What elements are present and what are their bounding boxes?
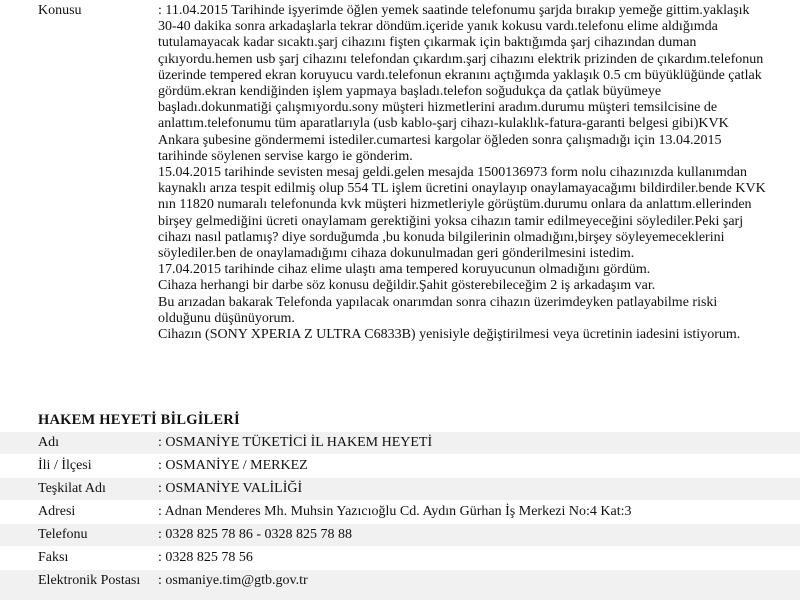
info-label: Telefonu [38,527,88,542]
info-value: : OSMANİYE VALİLİĞİ [158,481,303,496]
info-value: : osmaniye.tim@gtb.gov.tr [158,573,308,588]
info-row-adres [0,501,800,523]
info-value: : Adnan Menderes Mh. Muhsin Yazıcıoğlu Cd. Aydın Gürhan İş Merkezi No:4 Kat:3 [158,504,632,519]
info-row-teskilat [0,478,800,500]
info-value: : OSMANİYE TÜKETİCİ İL HAKEM HEYETİ [158,435,433,450]
konusu-paragraph: Bu arızadan bakarak Telefonda yapılacak onarımdan sonra cihazın üzerimdeyken patlayabilme riski olduğunu düşünüyorum. [158,294,718,326]
info-row-il-ilce [0,455,800,477]
hakem-heading: HAKEM HEYETİ BİLGİLERİ [38,412,240,428]
info-label: Faksı [38,550,69,565]
konusu-paragraph: Cihaza herhangi bir darbe söz konusu değildir.Şahit gösterebileceğim 2 iş arkadaşım var. [158,278,656,294]
info-label: Adı [38,435,59,450]
konusu-text [158,3,770,343]
info-value: : 0328 825 78 56 [158,550,253,565]
info-row-telefon [0,524,800,546]
info-value: : 0328 825 78 86 - 0328 825 78 88 [158,527,353,542]
info-label: İli / İlçesi [38,458,92,473]
info-label: Teşkilat Adı [38,481,106,496]
konusu-paragraph: 17.04.2015 tarihinde cihaz elime ulaştı ama tempered koruyucunun olmadığını gördüm. [158,262,651,278]
info-row-faks [0,547,800,569]
info-row-adi [0,432,800,454]
info-value: : OSMANİYE / MERKEZ [158,458,308,473]
konusu-paragraph: : 11.04.2015 Tarihinde işyerimde öğlen yemek saatinde telefonumu şarjda bırakıp yemeğe gittim.yaklaşık 30-40 dakika sonra arkadaşlarla tekrar döndüm.içeride yanık kokusu vardı.telefonu elime aldığımda tutulamayacak kadar sıcaktı.şarj cihazını fişten çıkarmak için baktığımda şarj cihazından duman çıkıyordu.hemen usb şarj cihazını telefondan çıkardım.şarj cihazını elektrik prizinden de çıkardım.telefonun üzerinde tempered ekran koruyucu vardı.telefonun ekranını açtığımda yaklaşık 0.5 cm büyüklüğünde çatlak gördüm.ekran kendiğinden işlem yapmaya başladı.telefon soğudukça da çatlak büyümeye başladı.dokunmatiği çalışmıyordu.sony müşteri hizmetlerini aradım.durumu müşteri temsilcisine de anlattım.telefonumu tüm aparatlarıyla (usb kablo-şarj cihazı-kulaklık-fatura-garanti belgesi gibi)KVK Ankara şubesine göndermemi istediler.cumartesi kargolar öğleden sonra çalışmadığı için 13.04.2015 tarihinde söylenen servise kargo ie gönderim. [158,3,764,164]
konusu-paragraph: Cihazın (SONY XPERIA Z ULTRA C6833B) yenisiyle değiştirilmesi veya ücretinin iadesini istiyorum. [158,327,741,343]
info-row-eposta [0,570,800,600]
info-label: Adresi [38,504,76,519]
konusu-paragraph: 15.04.2015 tarihinde sevisten mesaj geldi.gelen mesajda 1500136973 form nolu cihazınızda kullanımdan kaynaklı arıza tespit edilmiş olup 554 TL işlem ücretini onaylayıp onaylamayacağımı bildirdiler.bende KVK nın 11820 numaralı telefonunda kvk müşteri hizmetleriyle görüştüm.durumu onlara da anlattım.ellerinden birşey gelmediğini ücreti onaylamam gerektiğini yoksa cihazın tamir edilmeyeceğini söylediler.Peki şarj cihazı nasıl patlamış? diye sorduğumda ,bu konuda bilgilerinin olmadığını,birşey söyleyemeceklerini söylediler.ben de onaylamadığımı cihaza dokunulmadan geri gönderilmesini istedim. [158,165,766,262]
info-label: Elektronik Postası [38,573,141,588]
konusu-label: Konusu [38,3,82,18]
